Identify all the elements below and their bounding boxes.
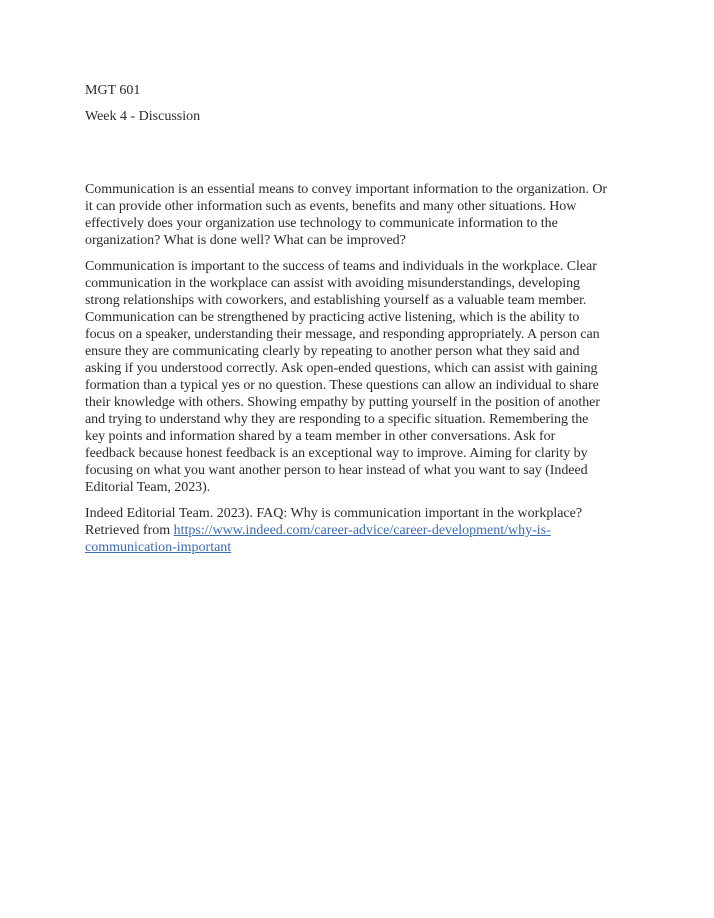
discussion-prompt xyxy=(85,181,633,249)
discussion-response xyxy=(85,258,633,496)
reference-link[interactable]: https://www.indeed.com/career-advice/career-development/why-is- xyxy=(173,523,551,538)
reference-citation xyxy=(85,505,633,556)
retrieved-line-2 xyxy=(85,539,633,556)
response-line: Communication can be strengthened by practicing active listening, which is the ability to xyxy=(85,310,580,325)
reference-link-continued[interactable]: communication-important xyxy=(85,540,232,555)
response-line: and trying to understand why they are responding to a specific situation. Remembering the xyxy=(85,412,589,427)
response-line: ensure they are communicating clearly by repeating to another person what they said and xyxy=(85,344,580,359)
course-code: MGT 601 xyxy=(85,83,141,98)
reference-line: Indeed Editorial Team. 2023). FAQ: Why is communication important in the workplace? xyxy=(85,506,583,521)
spacer xyxy=(85,125,633,181)
prompt-line: Communication is an essential means to convey important information to the organization. Or xyxy=(85,182,608,197)
response-line: Communication is important to the success of teams and individuals in the workplace. Clear xyxy=(85,259,597,274)
response-line: Editorial Team, 2023). xyxy=(85,480,211,495)
response-line: feedback because honest feedback is an exceptional way to improve. Aiming for clarity by xyxy=(85,446,588,461)
assignment-title: Week 4 - Discussion xyxy=(85,109,201,124)
response-line: focusing on what you want another person to hear instead of what you want to say (Indeed xyxy=(85,463,588,478)
response-line: focus on a speaker, understanding their message, and responding appropriately. A person can xyxy=(85,327,600,342)
retrieved-prefix: Retrieved from xyxy=(85,523,174,538)
response-line: their knowledge with others. Showing empathy by putting yourself in the position of another xyxy=(85,395,600,410)
prompt-line: it can provide other information such as events, benefits and many other situations. How xyxy=(85,199,577,214)
prompt-line: organization? What is done well? What can be improved? xyxy=(85,233,406,248)
response-line: key points and information shared by a team member in other conversations. Ask for xyxy=(85,429,556,444)
document-body xyxy=(85,82,633,565)
prompt-line: effectively does your organization use technology to communicate information to the xyxy=(85,216,558,231)
retrieved-line xyxy=(85,522,633,539)
response-line: asking if you understood correctly. Ask open-ended questions, which can assist with gaining xyxy=(85,361,598,376)
response-line: strong relationships with coworkers, and establishing yourself as a valuable team member. xyxy=(85,293,587,308)
response-line: formation than a typical yes or no question. These questions can allow an individual to share xyxy=(85,378,599,393)
response-line: communication in the workplace can assist with avoiding misunderstandings, developing xyxy=(85,276,580,291)
